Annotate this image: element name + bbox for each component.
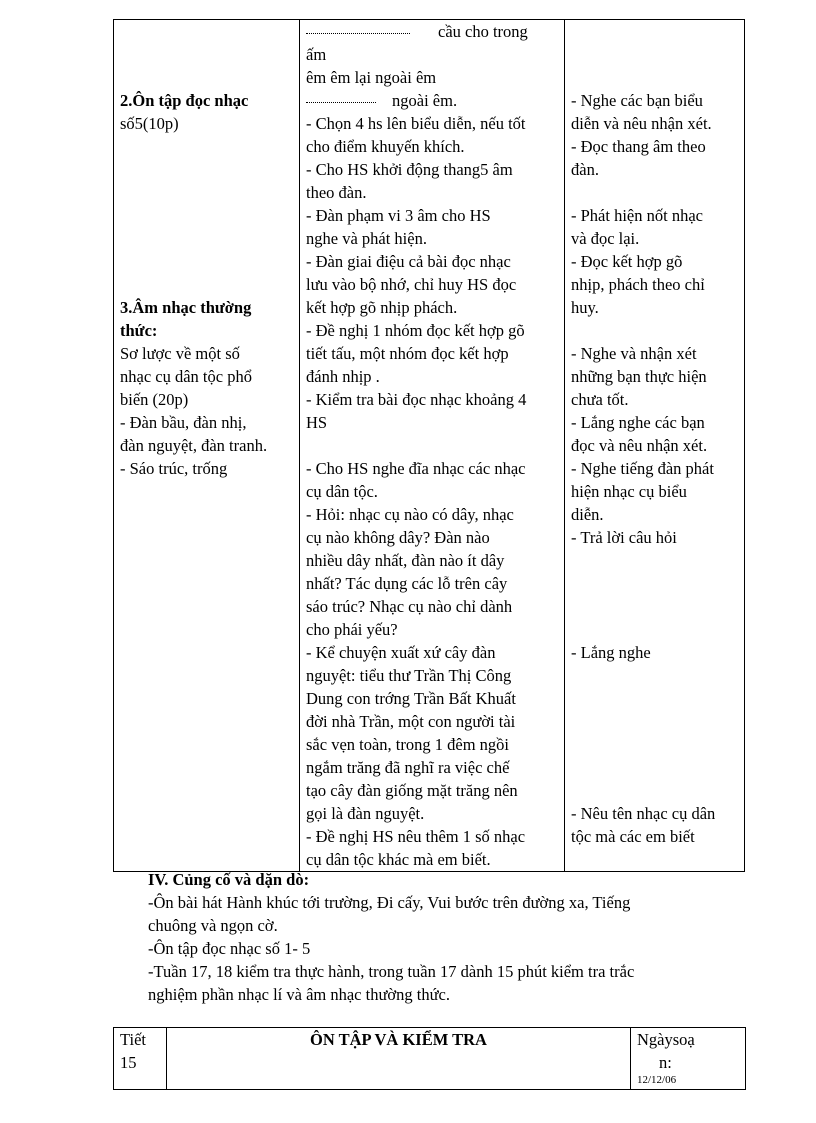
teacher-activity-line: nguyệt: tiểu thư Trần Thị Công [306,666,512,685]
section-2-title: 2.Ôn tập đọc nhạc [120,91,249,110]
student-activity-line: - Đọc kết hợp gõ [571,252,683,271]
lyric-line: êm êm lại ngoài êm [306,68,437,87]
teacher-activity-line: nhiều dây nhất, đàn nào ít dây [306,551,505,570]
section-3-line: - Đàn bầu, đàn nhị, [120,413,247,432]
teacher-activity-line: đánh nhịp . [306,367,380,386]
student-activity-line: những bạn thực hiện [571,367,707,386]
student-activity-line [571,664,738,687]
student-activity-line: chưa tốt. [571,390,629,409]
teacher-activity-line: HS [306,413,328,432]
teacher-activity-line: cho phái yếu? [306,620,398,639]
teacher-activity-line: - Đề nghị 1 nhóm đọc kết hợp gõ [306,321,525,340]
date-label: Ngàysoạ [637,1030,695,1049]
student-activity-line: và đọc lại. [571,229,640,248]
teacher-activity-line: Dung con trớng Trần Bất Khuất [306,689,516,708]
student-activity-line [571,733,738,756]
next-lesson-header [113,1027,746,1090]
student-activity-line: - Trả lời câu hỏi [571,528,677,547]
teacher-activity-line: ngắm trăng đã nghĩ ra việc chế [306,758,510,777]
teacher-activity-line: - Cho HS nghe đĩa nhạc các nhạc [306,459,526,478]
lyric-line: ngoài êm. [392,91,458,110]
student-activity-line: nhịp, phách theo chỉ [571,275,705,294]
date-cell [631,1028,746,1090]
student-activity-line [571,319,738,342]
teacher-activity-line: nhất? Tác dụng các lỗ trên cây [306,574,508,593]
summary-line: -Ôn bài hát Hành khúc tới trường, Đi cấy, Vui bước trên đường xa, Tiếng [148,893,631,912]
student-activity-line: tộc mà các em biết [571,827,695,846]
student-activity-line [571,618,738,641]
date-label-cont: n: [659,1053,672,1072]
dotted-blank [306,32,410,34]
student-activity-line: hiện nhạc cụ biểu [571,482,687,501]
student-activity-line: đọc và nêu nhận xét. [571,436,708,455]
teacher-activity-line: theo đàn. [306,183,367,202]
student-column [565,20,745,872]
teacher-activity-line: đời nhà Trần, một con người tài [306,712,516,731]
lesson-label: Tiết [120,1030,146,1049]
summary-section [148,868,748,1006]
teacher-activity-line: - Đề nghị HS nêu thêm 1 số nhạc [306,827,526,846]
student-activity-line: huy. [571,298,599,317]
lesson-number: 15 [120,1053,137,1072]
section-3-title-cont: thức: [120,321,158,340]
teacher-activity-line: tạo cây đàn giống mặt trăng nên [306,781,518,800]
teacher-activity-line: gọi là đàn nguyệt. [306,804,425,823]
student-activity-line [571,181,738,204]
student-activity-line: diễn và nêu nhận xét. [571,114,712,133]
summary-line: nghiệm phần nhạc lí và âm nhạc thường thức. [148,985,450,1004]
teacher-activity-line: sắc vẹn toàn, trong 1 đêm ngồi [306,735,509,754]
summary-line: -Tuần 17, 18 kiểm tra thực hành, trong tuần 17 dành 15 phút kiểm tra trắc [148,962,635,981]
summary-line: -Ôn tập đọc nhạc số 1- 5 [148,939,311,958]
student-activity-line [571,572,738,595]
date-value: 12/12/06 [637,1074,677,1086]
student-activity-line: - Đọc thang âm theo [571,137,706,156]
student-activity-line [571,710,738,733]
student-activity-line: - Nghe tiếng đàn phát [571,459,714,478]
teacher-activity-line: - Cho HS khởi động thang5 âm [306,160,513,179]
student-activity-line: - Lắng nghe [571,643,651,662]
teacher-activity-line: - Hỏi: nhạc cụ nào có dây, nhạc [306,505,514,524]
lesson-number-cell [114,1028,167,1090]
teacher-activity-line: cụ dân tộc khác mà em biết. [306,850,491,869]
summary-line: chuông và ngọn cờ. [148,916,278,935]
summary-title: IV. Củng cố và dặn dò: [148,870,310,889]
teacher-activity-line [306,434,558,457]
student-activity-line [571,756,738,779]
section-3-line: nhạc cụ dân tộc phổ [120,367,252,386]
student-activity-line [571,687,738,710]
teacher-activity-line: cụ dân tộc. [306,482,378,501]
teacher-activity-line: - Đàn giai điệu cả bài đọc nhạc [306,252,511,271]
student-activity-line: - Nêu tên nhạc cụ dân [571,804,716,823]
lyric-line: ấm [306,45,327,64]
teacher-activity-line: - Kiểm tra bài đọc nhạc khoảng 4 [306,390,527,409]
student-activity-line: - Nghe và nhận xét [571,344,697,363]
student-activity-line: - Lắng nghe các bạn [571,413,705,432]
teacher-activity-line: tiết tấu, một nhóm đọc kết hợp [306,344,509,363]
section-3-line: biến (20p) [120,390,189,409]
teacher-activity-line: - Đàn phạm vi 3 âm cho HS [306,206,491,225]
teacher-column [300,20,565,872]
student-activity-line [571,595,738,618]
lesson-title: ÔN TẬP VÀ KIỂM TRA [167,1028,631,1090]
student-activity-line [571,779,738,802]
teacher-activity-line: - Chọn 4 hs lên biểu diễn, nếu tốt [306,114,526,133]
teacher-activity-line: - Kể chuyện xuất xứ cây đàn [306,643,496,662]
teacher-activity-line: cho điểm khuyến khích. [306,137,465,156]
section-3-line: - Sáo trúc, trống [120,459,228,478]
teacher-activity-line: sáo trúc? Nhạc cụ nào chỉ dành [306,597,513,616]
section-2-subtitle: số5(10p) [120,114,179,133]
teacher-activity-line: lưu vào bộ nhớ, chỉ huy HS đọc [306,275,517,294]
teacher-activity-line: nghe và phát hiện. [306,229,427,248]
section-3-title: 3.Âm nhạc thường [120,298,252,317]
teacher-activity-line: kết hợp gõ nhịp phách. [306,298,458,317]
student-activity-line: - Phát hiện nốt nhạc [571,206,703,225]
student-activity-line [571,549,738,572]
student-activity-line: - Nghe các bạn biểu [571,91,703,110]
teacher-activity-line: cụ nào không dây? Đàn nào [306,528,490,547]
student-activity-line: đàn. [571,160,599,179]
dotted-blank [306,101,376,103]
section-3-line: Sơ lược về một số [120,344,240,363]
activity-column [114,20,300,872]
student-activity-line: diễn. [571,505,604,524]
section-3-line: đàn nguyệt, đàn tranh. [120,436,268,455]
lyric-line: cầu cho trong [438,22,528,41]
lesson-table [113,19,745,872]
